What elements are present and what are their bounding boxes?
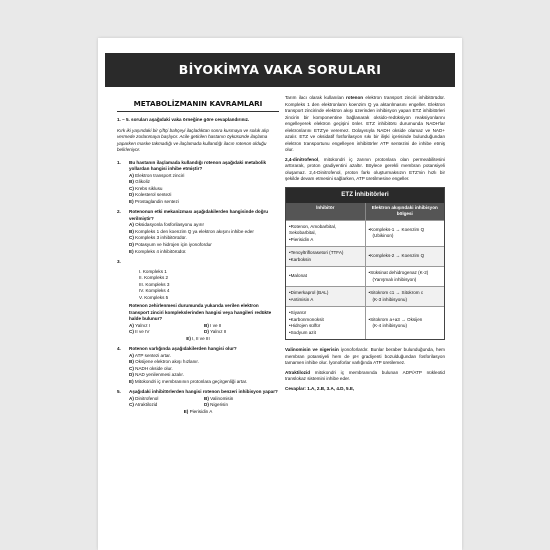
question-number: 5. (117, 389, 121, 395)
page-title: BİYOKİMYA VAKA SORULARI (178, 62, 382, 77)
option-e: E) Kompleks 4 inhibitörüdür. (129, 248, 187, 254)
site-cell: • Kompleks-1 → Koenzim Q (Ubikinon) (366, 221, 445, 247)
option-a: A) Oksidasyonla fosforilasyonu ayırır (129, 222, 205, 228)
rotenone-paragraph: Tarım ilacı olarak kullanılan rotenon elektron transport zinciri inhibitörüdür. Kompleks 1 den elektronların koenzim Q ya aktarılmasını engeller. Elektron transport zincirinde elektron akışı üzerinden inhibisyon yapan ETZ inhibitörleri zincirin bir komponentine bağlanarak oksido-redüksiyon reaksiyonlarını engelleyerek elektron geçişini önler. ETZ inhibitörü durumunda NADH'lar elektronlarını ETZ'ye veremez. Dolayısıyla NADH okside olamaz ve NAD+ azalır. ETZ ve oksidatif fosforilasyon sıkı bir ilişki içerisinde bulunduğundan elektron transportunu engelleyen inhibitörler ATP sentezini de inhibe etmiş olur. (285, 95, 445, 153)
option-d: D) Yalnız II (204, 329, 227, 335)
ionophore-paragraph: Valinomisin ve nigerisin iyonoforlardır. Bunlar beraber bulunduğunda, hem membran potansiyeli hem de pH gradiyenti bozulduğundan fosforilasyon tamamen inhibe olur. İyonoforlar varlığında ATP üretilemez. (285, 347, 445, 366)
site-cell: • Sitokrom c1 → Sitokrom c (K-3 inhibisyonu) (366, 287, 445, 306)
site-cell: • Sitokrom a+a3 → Oksijen (K-4 inhibisyonu) (366, 307, 445, 339)
question-5-options (117, 396, 279, 409)
section-divider (117, 111, 279, 112)
question-2-options (117, 222, 279, 255)
question-1 (117, 160, 279, 173)
option-a: A) ATP sentezi artar. (129, 352, 171, 358)
option-d: D) Nigerisin (204, 402, 229, 408)
table-row (286, 306, 444, 339)
roman-item: IV. Kompleks 4 (139, 288, 170, 294)
option-b: B) Kompleks 1 den koenzim Q ya elektron akışını inhibe eder (129, 228, 254, 234)
site-cell: • Süksinat dehidrogenaz (K-2) (Yarışmalı inhibisyon) (366, 267, 445, 286)
answer-key: Cevaplar: 1.A, 2.B, 3.A, 4.D, 5.E, (285, 385, 355, 391)
option-e: E) Prostaglandin sentezi (129, 198, 179, 204)
option-b: B) Valinomisin (204, 395, 234, 401)
question-number: 3. (117, 259, 121, 265)
option-c: C) Atraktilozid (129, 402, 158, 408)
title-banner (105, 53, 455, 87)
option-c: C) Kompleks 3 inhibitörüdür. (129, 235, 187, 241)
question-2 (117, 209, 279, 222)
inhibitor-cell: • Siyanür • Karbonmonoksit • Hidrojen sülfür • Sodyum azit (286, 307, 366, 339)
right-column (285, 95, 445, 392)
table-row (286, 246, 444, 266)
inhibitor-cell: • Malonat (286, 267, 366, 286)
question-text: Rotenon zehirlenmesi durumunda yukarıda verilen elektron transport zinciri komplekslerinden hangisi veya hangileri redükte halde bulunur? (129, 303, 272, 322)
section-title: METABOLİZMANIN KAVRAMLARI (133, 99, 263, 108)
question-text: Rotenon varlığında aşağıdakilerden hangisi olur? (129, 346, 237, 352)
question-number: 1. (117, 159, 121, 165)
question-1-options (117, 173, 279, 206)
column-header: İnhibitör (286, 203, 366, 220)
option-d: D) Kolesterol sentezi (129, 192, 172, 198)
option-a: A) Yalnız I (129, 322, 151, 328)
question-text: Bu hastanın ilaçlamada kullandığı rotenon aşağıdaki metabolik yollardan hangisi inhibe etmiştir? (129, 159, 267, 172)
option-a: A) Elektron transport zinciri (129, 172, 185, 178)
document-page (98, 38, 462, 550)
atractyloside-paragraph: Atraktilozid mitokondri iç membranında bulunan ADP/ATP nükleotid translokaz sistemini inhibe eder. (285, 369, 445, 382)
question-number: 2. (117, 209, 121, 215)
inhibitor-cell: • Dimerkaprol (BAL) • Antimisin A (286, 287, 366, 306)
option-b: B) I ve II (204, 322, 222, 328)
option-c: C) II ve IV (129, 329, 150, 335)
option-e: E) I, II ve III (186, 335, 210, 341)
table-header (286, 203, 444, 220)
option-a: A) Dinitrofenol (129, 395, 159, 401)
roman-item: I. Kompleks 1 (139, 268, 167, 274)
question-text: Rotenonun etki mekanizması aşağıdakilerden hangisinde doğru verilmiştir? (129, 209, 269, 221)
option-e: E) Pierisidin A (183, 408, 213, 414)
option-b: B) Oksijene elektron akışı hızlanır. (129, 359, 199, 365)
dinitrophenol-paragraph: 2,4-dinitrofenol, mitokondri iç zarının protonlara olan permeabilitesini arttırarak, proton gradiyentini azaltır. Böylece gerekli membran potansiyeli oluşamaz. 2,4-Dinitrofenol, proton farkı oluşturmaksızın ETZ'nin hızlı bir şekilde devam etmesini sağlarken, ATP üretilmesine engeller. (285, 156, 445, 182)
question-3 (117, 259, 279, 266)
inhibitor-cell: • Tenoyltriflorasetori (TTFA) • Karboksin (286, 247, 366, 266)
option-c: C) Krebs siklusu (129, 185, 163, 191)
roman-item: V. Kompleks 5 (139, 294, 169, 300)
option-b: B) Glikoliz (129, 179, 150, 185)
case-instruction: 1. – 5. soruları aşağıdaki vaka örneğine göre cevaplandırınız. (117, 117, 250, 123)
column-header: Elektron akışındaki inhibisyon bölgesi (371, 204, 438, 217)
table-row (286, 286, 444, 306)
roman-list (117, 269, 279, 302)
table-row (286, 220, 444, 247)
site-cell: • Kompleks-2 → Koenzim Q (366, 247, 445, 266)
option-d: D) Potasyum ve hidrojen için iyonofordur (129, 241, 212, 247)
question-number: 4. (117, 346, 121, 352)
left-column (117, 95, 279, 415)
table-title: ETZ İnhibitörleri (286, 188, 444, 203)
etz-inhibitors-table (285, 187, 445, 341)
roman-item: III. Kompleks 3 (139, 281, 170, 287)
question-text: Aşağıdaki inhibitörlerden hangisi rotenon benzeri inhibisyon yapar? (129, 389, 278, 395)
inhibitor-cell: • Rotenon, Amobarbital, Sekobarbital, • Pierisidin A (286, 221, 366, 247)
roman-item: II. Kompleks 2 (139, 275, 169, 281)
question-3-options (117, 323, 279, 336)
table-row (286, 266, 444, 286)
question-4-options (117, 353, 279, 386)
option-e: E) Mitokondri iç membranının protonlara geçirgenliği artar. (129, 378, 248, 384)
option-c: C) NADH okside olur. (129, 365, 173, 371)
case-description: Kırk iki yaşındaki bir çiftçi bahçeyi ilaçladıktan sonra kusmaya ve soluk alıp vermede zorlanmaya başlıyor. Acile getirilen hastanın öyküsünde ilaçlama yaparken maske takmadığı ve ilaçlamada kullandığı ilacın rotenon olduğu belirleniyor. (117, 127, 269, 153)
option-d: D) NAD yenilenmesi azalır. (129, 372, 184, 378)
